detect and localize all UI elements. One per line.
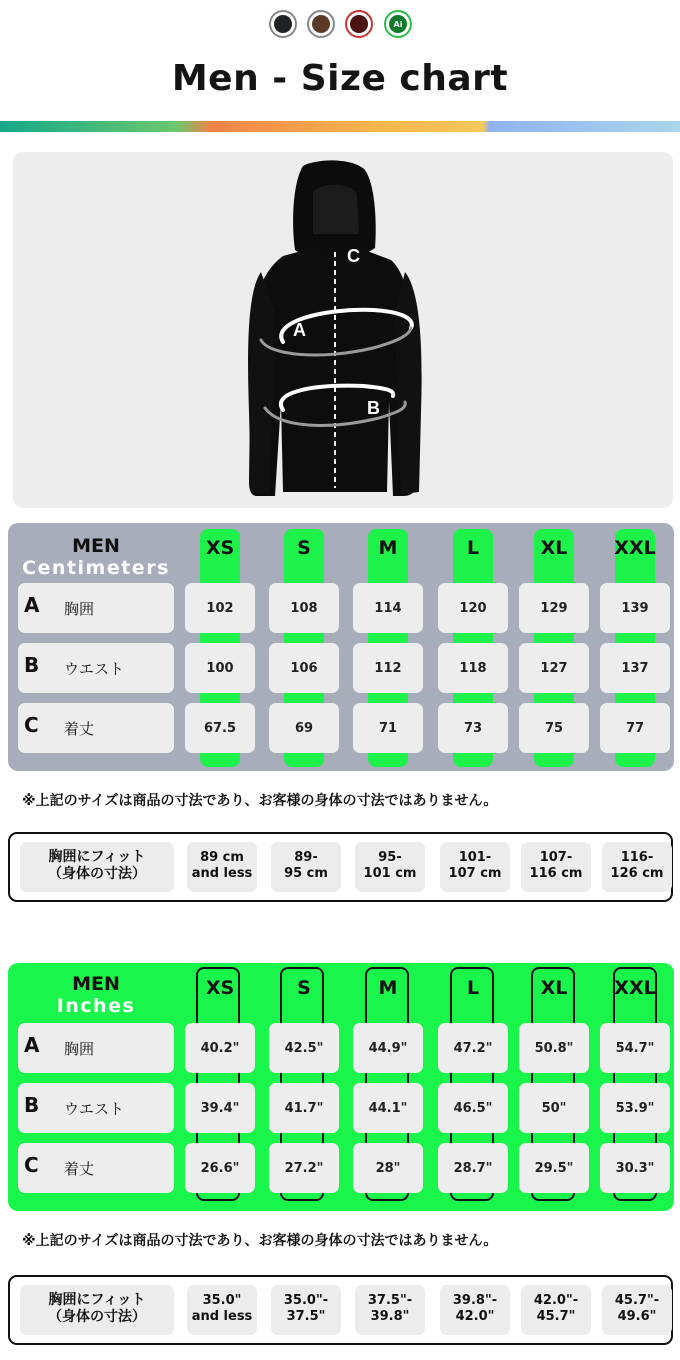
table-cell: 71 xyxy=(353,703,423,753)
swatch-red-color xyxy=(350,15,368,33)
table-cell: 28.7" xyxy=(438,1143,508,1193)
table-cell: 112 xyxy=(353,643,423,693)
row-name: ウエスト xyxy=(64,660,125,678)
swatch-ai-label: Ai xyxy=(393,19,403,29)
fit-cell xyxy=(187,842,257,892)
fit-cell-line1: 107- xyxy=(539,850,573,865)
row-letter: A xyxy=(24,1033,40,1057)
fit-cell-line2: and less xyxy=(191,1309,253,1324)
table-cell: 44.1" xyxy=(353,1083,423,1133)
body-fit-row-cm xyxy=(8,832,673,902)
swatch-black-color xyxy=(274,15,292,33)
row-name: 着丈 xyxy=(64,1160,95,1178)
size-header-xxl: XXL xyxy=(614,977,656,999)
fit-cell-line1: 35.0" xyxy=(202,1293,242,1308)
table-cell: 53.9" xyxy=(600,1083,670,1133)
table-cell: 106 xyxy=(269,643,339,693)
table-cell: 137 xyxy=(600,643,670,693)
table-cell: 29.5" xyxy=(519,1143,589,1193)
fit-cell xyxy=(440,1285,510,1335)
table-label xyxy=(16,973,176,1017)
row-label-waist xyxy=(18,643,174,693)
fit-cell xyxy=(602,1285,672,1335)
table-cell: 54.7" xyxy=(600,1023,670,1073)
table-cell: 114 xyxy=(353,583,423,633)
size-header-l: L xyxy=(466,537,480,559)
measure-label-c: C xyxy=(347,246,360,266)
swatch-brown[interactable] xyxy=(307,10,335,38)
table-cell: 26.6" xyxy=(185,1143,255,1193)
fit-cell-line2: 126 cm xyxy=(610,866,664,881)
table-cell: 27.2" xyxy=(269,1143,339,1193)
size-header-xl: XL xyxy=(540,977,568,999)
fit-cell-line2: 116 cm xyxy=(529,866,583,881)
fit-cell-line1: 39.8"- xyxy=(452,1293,498,1308)
fit-cell xyxy=(187,1285,257,1335)
size-header-xl: XL xyxy=(540,537,568,559)
size-header-xxl: XXL xyxy=(614,537,656,559)
row-label-length xyxy=(18,1143,174,1193)
fit-cell-line2: 101 cm xyxy=(363,866,417,881)
size-header-xs: XS xyxy=(205,537,235,559)
swatch-ai-color xyxy=(389,15,407,33)
fit-label xyxy=(20,1285,174,1335)
body-fit-row-inches xyxy=(8,1275,673,1345)
row-letter: B xyxy=(24,653,40,677)
fit-cell-line2: 45.7" xyxy=(536,1309,576,1324)
swatch-black[interactable] xyxy=(269,10,297,38)
fit-cell-line2: and less xyxy=(191,866,253,881)
row-label-waist xyxy=(18,1083,174,1133)
table-cell: 100 xyxy=(185,643,255,693)
fit-label-line1: 胸囲にフィット xyxy=(48,849,146,865)
fit-cell-line1: 45.7"- xyxy=(614,1293,660,1308)
fit-cell-line1: 116- xyxy=(620,850,654,865)
fit-cell-line2: 37.5" xyxy=(286,1309,326,1324)
table-cell: 75 xyxy=(519,703,589,753)
fit-cell xyxy=(521,1285,591,1335)
table-cell: 28" xyxy=(353,1143,423,1193)
swatch-red[interactable] xyxy=(345,10,373,38)
fit-cell-line1: 89- xyxy=(294,850,318,865)
disclaimer-note: ※上記のサイズは商品の寸法であり、お客様の身体の寸法ではありません。 xyxy=(22,1233,498,1249)
table-cell: 44.9" xyxy=(353,1023,423,1073)
row-label-chest xyxy=(18,583,174,633)
table-cell: 67.5 xyxy=(185,703,255,753)
fit-label xyxy=(20,842,174,892)
page-title: Men - Size chart xyxy=(171,58,509,99)
fit-cell xyxy=(355,1285,425,1335)
gradient-divider xyxy=(0,121,680,132)
product-image xyxy=(13,152,673,508)
table-cell: 46.5" xyxy=(438,1083,508,1133)
size-header-l: L xyxy=(466,977,480,999)
row-label-length xyxy=(18,703,174,753)
swatch-ai[interactable] xyxy=(384,10,412,38)
table-cell: 129 xyxy=(519,583,589,633)
row-name: 胸囲 xyxy=(64,1040,95,1058)
row-name: 着丈 xyxy=(64,720,95,738)
row-letter: A xyxy=(24,593,40,617)
table-cell: 41.7" xyxy=(269,1083,339,1133)
table-cell: 50" xyxy=(519,1083,589,1133)
fit-cell-line2: 49.6" xyxy=(617,1309,657,1324)
fit-cell xyxy=(271,842,341,892)
table-cell: 102 xyxy=(185,583,255,633)
table-label-men: MEN xyxy=(72,535,120,557)
table-cell: 30.3" xyxy=(600,1143,670,1193)
table-cell: 77 xyxy=(600,703,670,753)
table-cell: 108 xyxy=(269,583,339,633)
size-header-m: M xyxy=(378,977,398,999)
jacket-illustration xyxy=(13,152,673,508)
fit-cell-line1: 101- xyxy=(458,850,492,865)
table-cell: 120 xyxy=(438,583,508,633)
table-cell: 118 xyxy=(438,643,508,693)
size-header-s: S xyxy=(297,537,311,559)
swatch-brown-color xyxy=(312,15,330,33)
fit-cell xyxy=(602,842,672,892)
fit-cell-line1: 35.0"- xyxy=(283,1293,329,1308)
row-letter: B xyxy=(24,1093,40,1117)
fit-cell-line2: 39.8" xyxy=(370,1309,410,1324)
table-cell: 39.4" xyxy=(185,1083,255,1133)
fit-cell-line1: 37.5"- xyxy=(367,1293,413,1308)
row-letter: C xyxy=(24,713,39,737)
fit-cell xyxy=(440,842,510,892)
fit-cell xyxy=(521,842,591,892)
table-label xyxy=(16,535,176,579)
table-cell: 139 xyxy=(600,583,670,633)
table-label-unit: Inches xyxy=(56,995,136,1017)
fit-label-line2: （身体の寸法） xyxy=(48,1309,146,1325)
size-table-inches xyxy=(8,963,674,1211)
measure-label-a: A xyxy=(293,320,306,340)
table-cell: 50.8" xyxy=(519,1023,589,1073)
table-label-men: MEN xyxy=(72,973,120,995)
fit-cell xyxy=(355,842,425,892)
fit-cell-line2: 95 cm xyxy=(284,866,328,881)
row-letter: C xyxy=(24,1153,39,1177)
fit-cell-line2: 42.0" xyxy=(455,1309,495,1324)
fit-label-line2: （身体の寸法） xyxy=(48,866,146,882)
fit-cell-line2: 107 cm xyxy=(448,866,502,881)
measure-label-b: B xyxy=(367,398,380,418)
disclaimer-note: ※上記のサイズは商品の寸法であり、お客様の身体の寸法ではありません。 xyxy=(22,793,498,809)
fit-cell-line1: 95- xyxy=(378,850,402,865)
table-cell: 73 xyxy=(438,703,508,753)
size-header-xs: XS xyxy=(205,977,235,999)
table-cell: 69 xyxy=(269,703,339,753)
size-table-cm xyxy=(8,523,674,771)
fit-cell xyxy=(271,1285,341,1335)
table-cell: 127 xyxy=(519,643,589,693)
fit-cell-line1: 42.0"- xyxy=(533,1293,579,1308)
table-label-unit: Centimeters xyxy=(22,557,170,579)
size-header-s: S xyxy=(297,977,311,999)
fit-label-line1: 胸囲にフィット xyxy=(48,1292,146,1308)
row-name: ウエスト xyxy=(64,1100,125,1118)
row-label-chest xyxy=(18,1023,174,1073)
table-cell: 47.2" xyxy=(438,1023,508,1073)
row-name: 胸囲 xyxy=(64,600,95,618)
table-cell: 40.2" xyxy=(185,1023,255,1073)
size-header-m: M xyxy=(378,537,398,559)
fit-cell-line1: 89 cm xyxy=(200,850,244,865)
table-cell: 42.5" xyxy=(269,1023,339,1073)
